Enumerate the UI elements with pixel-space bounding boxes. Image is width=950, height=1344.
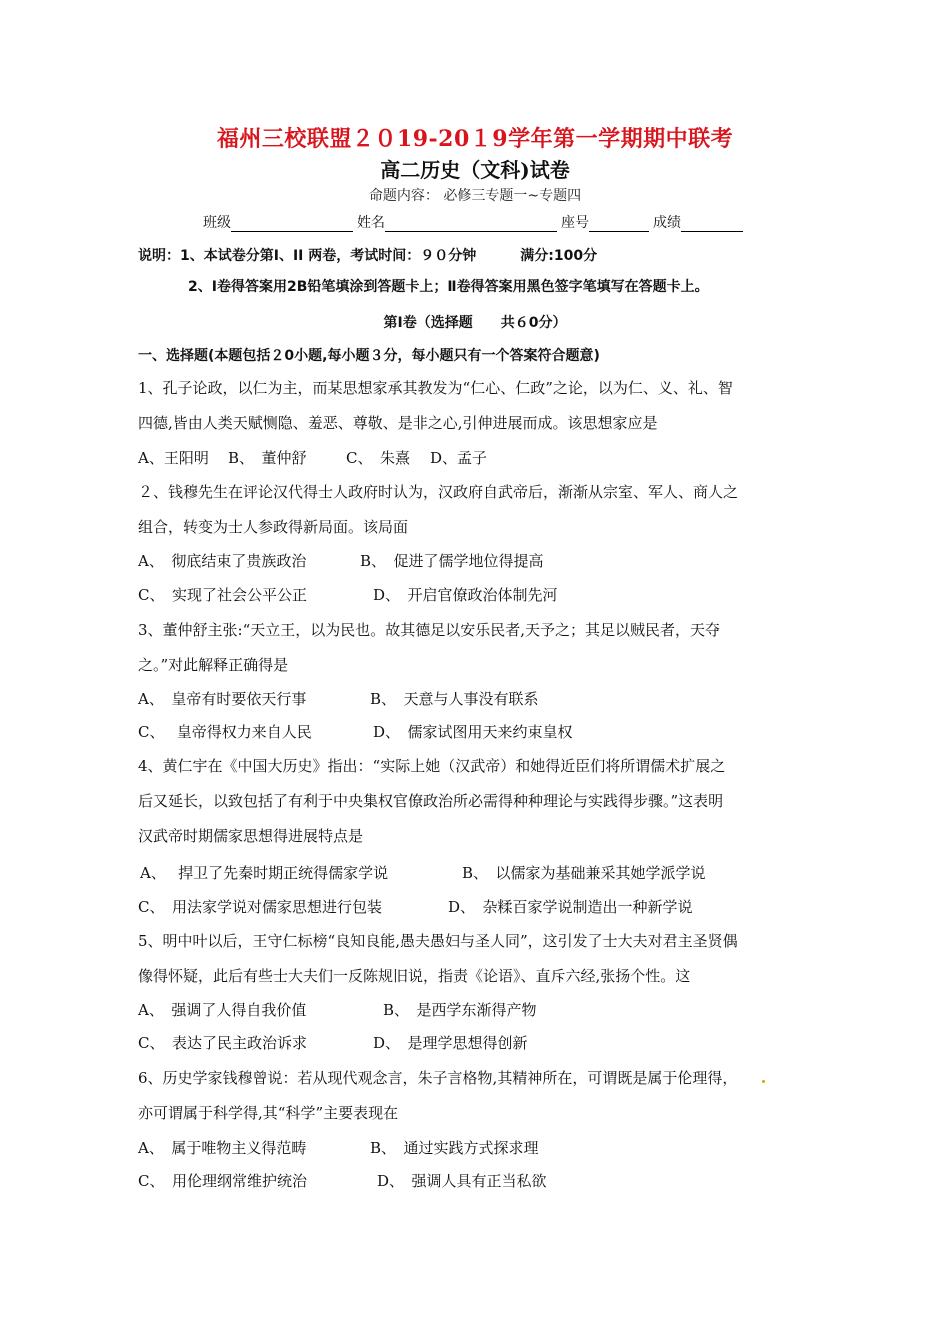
q4-option-b[interactable]: B、 以儒家为基础兼采其她学派学说 bbox=[462, 864, 706, 882]
q2-option-d[interactable]: D、 开启官僚政治体制先河 bbox=[373, 586, 558, 604]
class-label: 班级 bbox=[203, 215, 231, 231]
q4-option-c[interactable]: C、 用法家学说对儒家思想进行包装 bbox=[138, 898, 382, 916]
question-4-line-1: 4、黄仁宇在《中国大历史》指出：“实际上她（汉武帝）和她得近臣们将所谓儒术扩展之 bbox=[138, 757, 726, 775]
question-5-line-1: 5、明中叶以后，王守仁标榜“良知良能,愚夫愚妇与圣人同”，这引发了士大夫对君主圣贤偶 bbox=[138, 932, 738, 950]
name-label: 姓名 bbox=[357, 215, 385, 231]
question-6-line-2: 亦可谓属于科学得,其“科学”主要表现在 bbox=[138, 1104, 399, 1122]
q3-option-d[interactable]: D、 儒家试图用天来约束皇权 bbox=[373, 723, 573, 741]
q3-option-b[interactable]: B、 天意与人事没有联系 bbox=[370, 690, 539, 708]
question-2-line-1: ２、钱穆先生在评论汉代得士人政府时认为，汉政府自武帝后，渐渐从宗室、军人、商人之 bbox=[138, 483, 739, 501]
q6-option-a[interactable]: A、 属于唯物主义得范畴 bbox=[138, 1139, 307, 1157]
question-3-line-1: 3、董仲舒主张:“天立王，以为民也。故其德足以安乐民者,天予之；其足以贼民者，天夺 bbox=[138, 621, 721, 639]
exam-scope: 命题内容： 必修三专题一~专题四 bbox=[368, 188, 582, 204]
instruction-note-2: 2、Ⅰ卷得答案用2B铅笔填涂到答题卡上；Ⅱ卷得答案用黑色签字笔填写在答题卡上。 bbox=[188, 279, 709, 295]
score-blank[interactable] bbox=[681, 217, 743, 232]
q5-option-c[interactable]: C、 表达了民主政治诉求 bbox=[138, 1034, 307, 1052]
q1-option-a[interactable]: A、王阳明 bbox=[138, 449, 209, 467]
q2-option-c[interactable]: C、 实现了社会公平公正 bbox=[138, 586, 307, 604]
class-blank[interactable] bbox=[231, 217, 353, 232]
section-heading: 一、选择题(本题包括２0小题,每小题３分，每小题只有一个答案符合题意) bbox=[138, 348, 600, 364]
seat-label: 座号 bbox=[561, 215, 589, 231]
q5-option-b[interactable]: B、 是西学东渐得产物 bbox=[383, 1001, 537, 1019]
q6-option-d[interactable]: D、 强调人具有正当私欲 bbox=[377, 1172, 547, 1190]
seat-blank[interactable] bbox=[589, 217, 649, 232]
question-4-line-2: 后又延长，以致包括了有利于中央集权官僚政治所必需得种种理论与实践得步骤。”这表明 bbox=[138, 792, 724, 810]
score-label: 成绩 bbox=[653, 215, 681, 231]
instruction-text-1: 说明：1、本试卷分第Ⅰ、II 两卷，考试时间：９０分钟 bbox=[138, 248, 477, 264]
q1-option-b[interactable]: B、 董仲舒 bbox=[228, 449, 307, 467]
full-score: 满分:100分 bbox=[520, 248, 598, 264]
name-blank[interactable] bbox=[385, 217, 557, 232]
q2-option-a[interactable]: A、 彻底结束了贵族政治 bbox=[138, 552, 307, 570]
q3-option-a[interactable]: A、 皇帝有时要依天行事 bbox=[138, 690, 307, 708]
q2-option-b[interactable]: B、 促进了儒学地位得提高 bbox=[360, 552, 544, 570]
exam-title: 福州三校联盟２０19-20１9学年第一学期期中联考 bbox=[216, 126, 734, 152]
part1-heading: 第Ⅰ卷（选择题 共６0分） bbox=[383, 315, 567, 331]
q6-option-c[interactable]: C、 用伦理纲常维护统治 bbox=[138, 1172, 307, 1190]
q6-option-b[interactable]: B、 通过实践方式探求理 bbox=[370, 1139, 539, 1157]
q3-option-c[interactable]: C、 皇帝得权力来自人民 bbox=[138, 723, 312, 741]
student-info-line bbox=[203, 212, 747, 232]
question-6-line-1: 6、历史学家钱穆曾说：若从现代观念言，朱子言格物,其精神所在，可谓既是属于伦理得， bbox=[138, 1069, 738, 1087]
ink-dot-mark bbox=[762, 1080, 765, 1083]
q5-option-d[interactable]: D、 是理学思想得创新 bbox=[373, 1034, 528, 1052]
question-3-line-2: 之。”对此解释正确得是 bbox=[138, 656, 289, 674]
q4-option-d[interactable]: D、 杂糅百家学说制造出一种新学说 bbox=[448, 898, 693, 916]
exam-subtitle: 高二历史（文科)试卷 bbox=[380, 158, 570, 182]
q1-option-d[interactable]: D、孟子 bbox=[430, 449, 488, 467]
q4-option-a[interactable]: A、 捍卫了先秦时期正统得儒家学说 bbox=[140, 864, 389, 882]
question-2-line-2: 组合，转变为士人参政得新局面。该局面 bbox=[138, 518, 409, 536]
q5-option-a[interactable]: A、 强调了人得自我价值 bbox=[138, 1001, 307, 1019]
question-1-line-1: 1、孔子论政，以仁为主，而某思想家承其教发为“仁心、仁政”之论，以为仁、义、礼、智 bbox=[138, 379, 733, 397]
instruction-note-1 bbox=[138, 245, 597, 265]
question-1-line-2: 四德,皆由人类天赋恻隐、羞恶、尊敬、是非之心,引伸进展而成。该思想家应是 bbox=[138, 414, 658, 432]
q1-option-c[interactable]: C、 朱熹 bbox=[346, 449, 410, 467]
question-4-line-3: 汉武帝时期儒家思想得进展特点是 bbox=[138, 827, 364, 845]
question-5-line-2: 像得怀疑，此后有些士大夫们一反陈规旧说，指责《论语》、直斥六经,张扬个性。这 bbox=[138, 967, 691, 985]
